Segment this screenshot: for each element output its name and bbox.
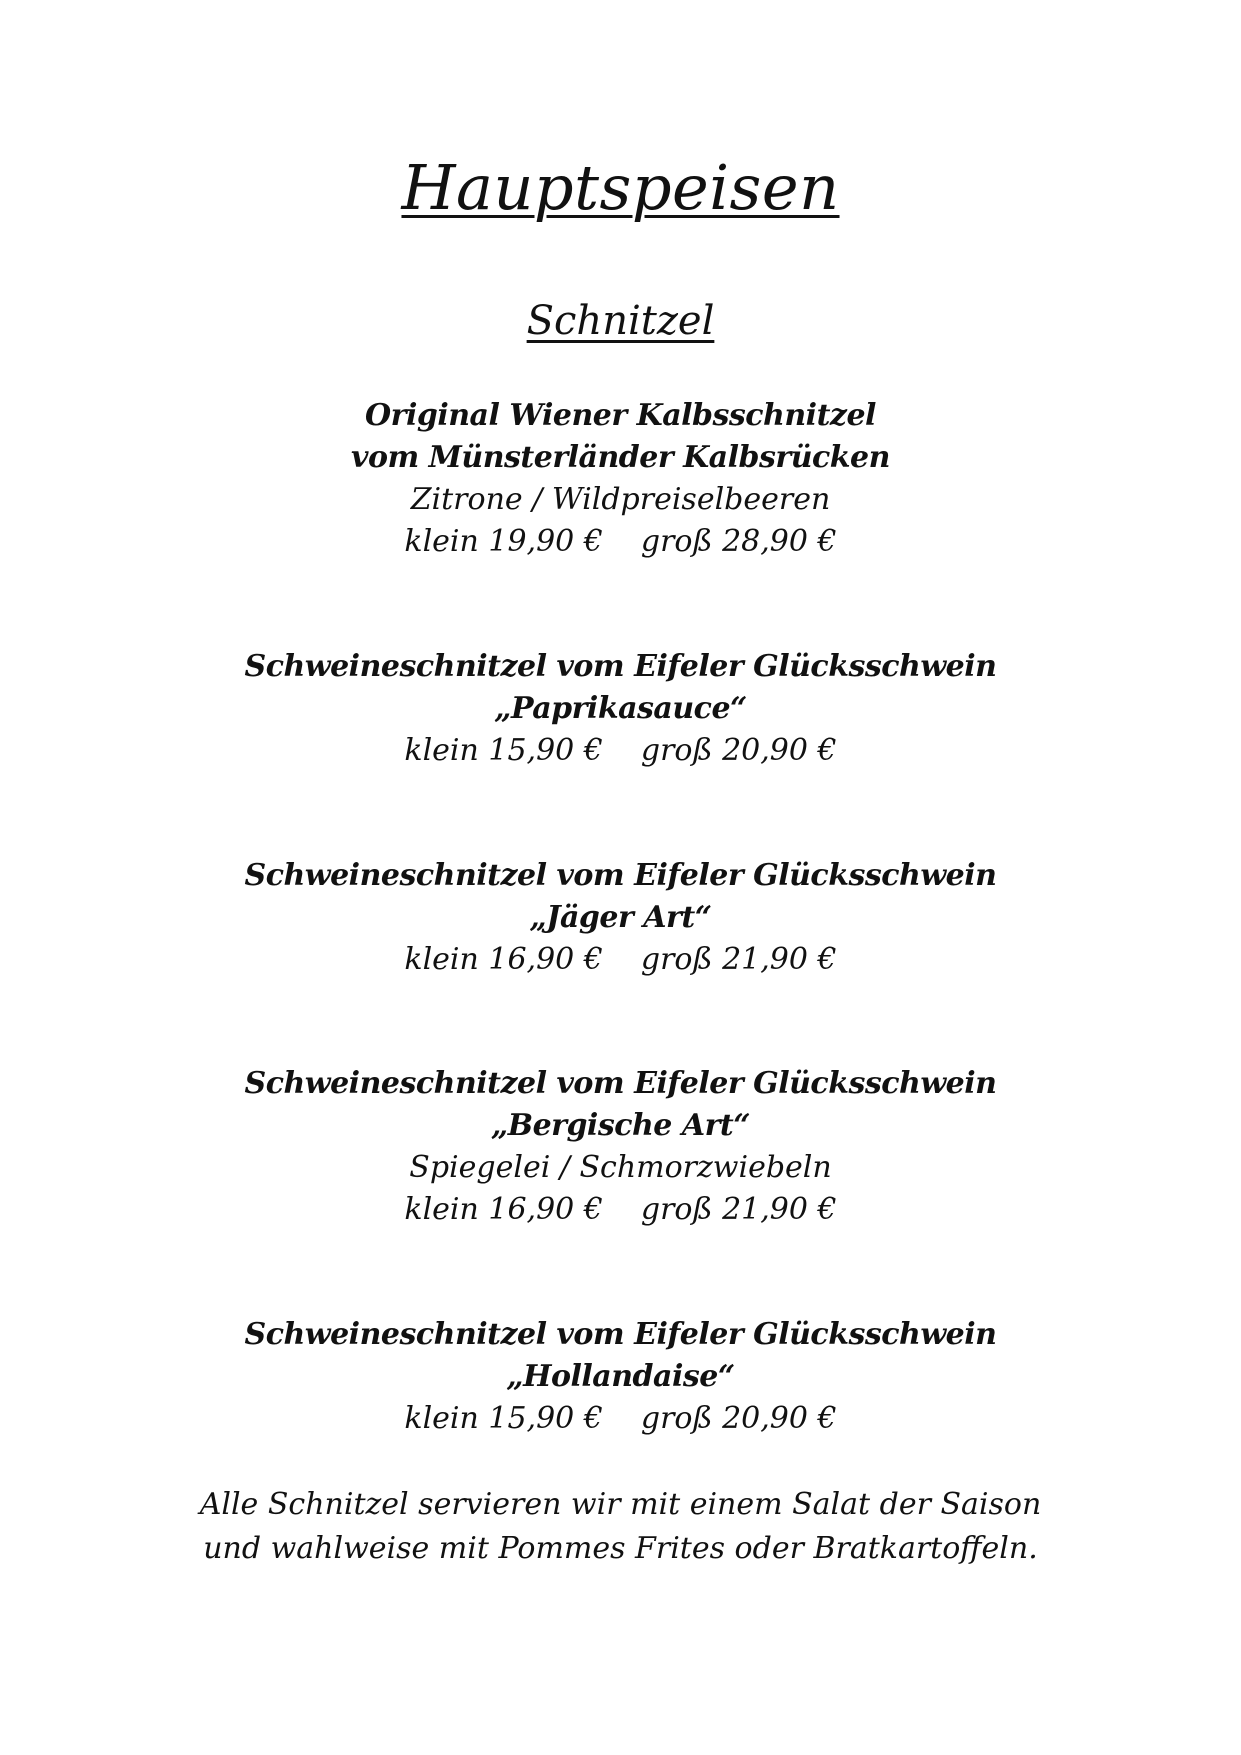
menu-item-kalbsschnitzel (0, 395, 1241, 563)
dish-name-line: Schweineschnitzel vom Eifeler Glücksschwein (244, 649, 997, 684)
dish-prices (0, 1189, 1241, 1231)
dish-name-line: „Bergische Art“ (490, 1108, 751, 1143)
price-large: groß 20,90 € (640, 1401, 837, 1436)
section-title (0, 294, 1241, 348)
dish-name-line: „Hollandaise“ (506, 1359, 735, 1394)
menu-item-hollandaise (0, 1314, 1241, 1440)
dish-description: Zitrone / Wildpreiselbeeren (410, 482, 831, 517)
dish-prices (0, 939, 1241, 981)
dish-name-line: Schweineschnitzel vom Eifeler Glücksschwein (244, 1066, 997, 1101)
price-small: klein 15,90 € (404, 1401, 603, 1436)
dish-name-line: Original Wiener Kalbsschnitzel (365, 398, 876, 433)
price-large: groß 28,90 € (640, 524, 837, 559)
price-small: klein 16,90 € (404, 1192, 603, 1227)
price-large: groß 20,90 € (640, 733, 837, 768)
dish-prices (0, 521, 1241, 563)
dish-description: Spiegelei / Schmorzwiebeln (409, 1150, 832, 1185)
footer-line: und wahlweise mit Pommes Frites oder Bratkartoffeln. (203, 1531, 1038, 1566)
dish-name-line: vom Münsterländer Kalbsrücken (351, 440, 890, 475)
dish-name-line: Schweineschnitzel vom Eifeler Glücksschwein (244, 858, 997, 893)
menu-item-paprikasauce (0, 646, 1241, 772)
footer-note (0, 1483, 1241, 1571)
footer-line: Alle Schnitzel servieren wir mit einem Salat der Saison (199, 1487, 1042, 1522)
price-small: klein 15,90 € (404, 733, 603, 768)
menu-item-jaeger-art (0, 855, 1241, 981)
price-large: groß 21,90 € (640, 1192, 837, 1227)
dish-prices (0, 730, 1241, 772)
price-small: klein 19,90 € (404, 524, 603, 559)
dish-name-line: „Jäger Art“ (529, 900, 712, 935)
dish-prices (0, 1398, 1241, 1440)
price-large: groß 21,90 € (640, 942, 837, 977)
page-title-text: Hauptspeisen (401, 151, 840, 224)
dish-name-line: „Paprikasauce“ (494, 691, 747, 726)
price-small: klein 16,90 € (404, 942, 603, 977)
page-title (0, 148, 1241, 228)
dish-name-line: Schweineschnitzel vom Eifeler Glücksschwein (244, 1317, 997, 1352)
menu-item-bergische-art (0, 1063, 1241, 1231)
section-title-text: Schnitzel (526, 298, 715, 344)
